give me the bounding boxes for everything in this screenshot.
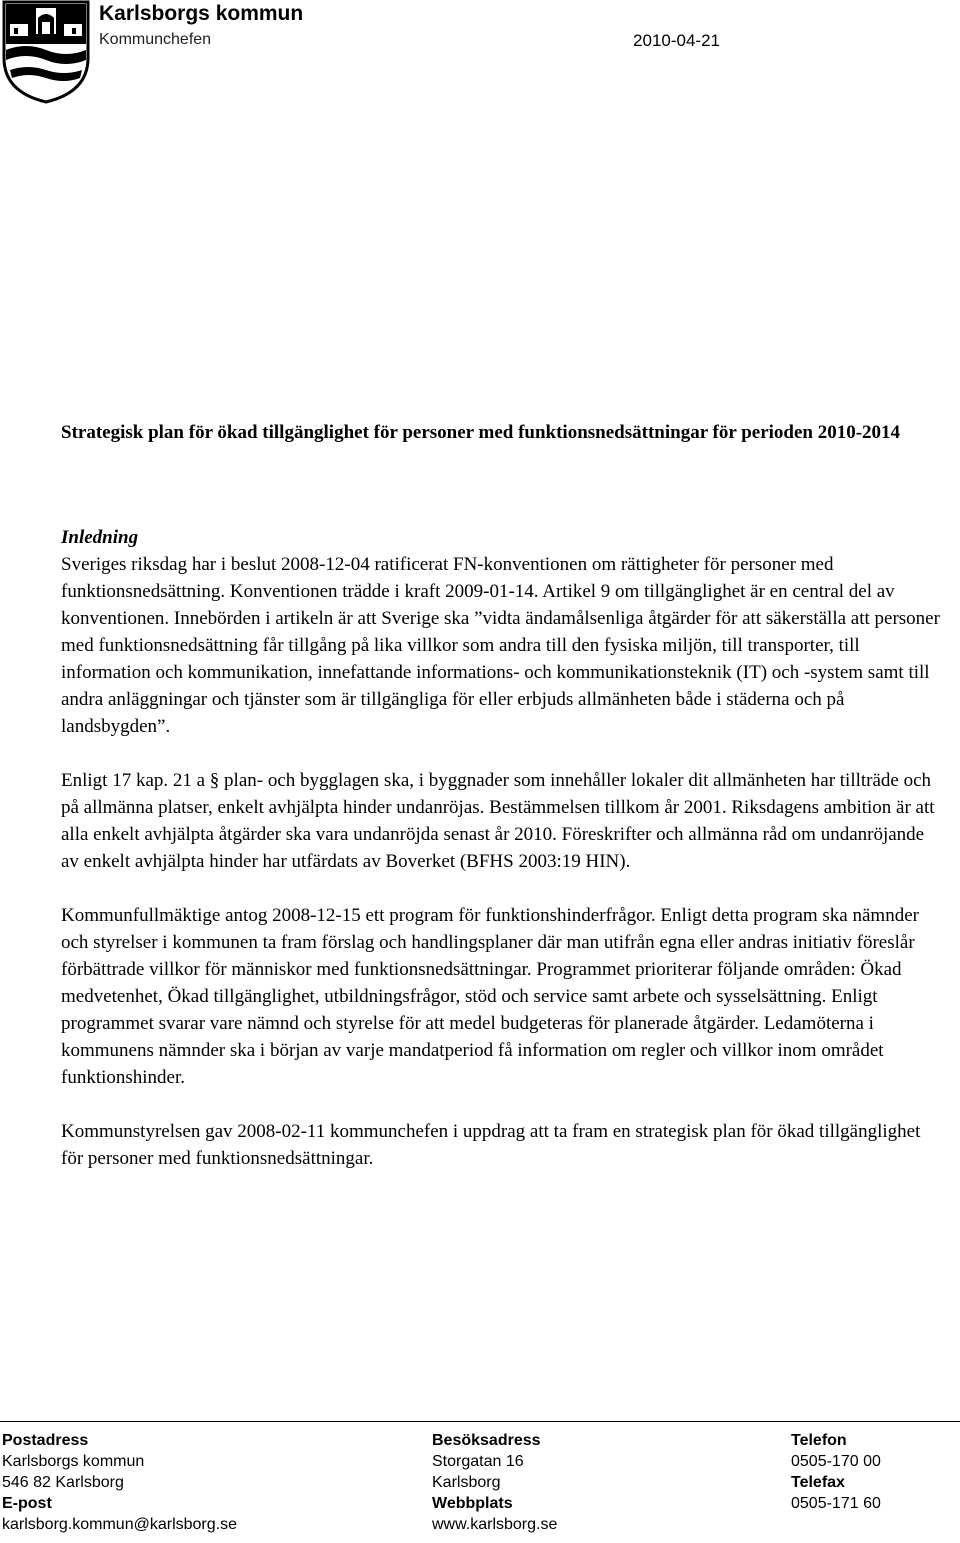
document-body — [61, 524, 941, 1199]
phone-number: 0505-170 00 — [791, 1453, 881, 1470]
postal-label: Postadress — [2, 1432, 89, 1449]
document-title: Strategisk plan för ökad tillgänglighet för personer med funktionsnedsättningar för perioden 2010-2014 — [61, 422, 901, 443]
footer — [0, 1421, 960, 1543]
fax-number: 0505-171 60 — [791, 1495, 881, 1512]
web-link[interactable]: www.karlsborg.se — [432, 1516, 558, 1533]
postal-city: 546 82 Karlsborg — [2, 1474, 124, 1491]
email-link[interactable]: karlsborg.kommun@karlsborg.se — [2, 1516, 237, 1533]
postal-name: Karlsborgs kommun — [2, 1453, 145, 1470]
paragraph-building-law: Enligt 17 kap. 21 a § plan- och bygglagen ska, i byggnader som innehåller lokaler dit allmänheten har tillträde och på allmänna platser, enkelt avhjälpta hinder undanröjas. Bestämmelsen tillkom år 2001. Riksdagens ambition är att alla enkelt avhjälpta åtgärder ska vara undanröjda senast år 2010. Föreskrifter och allmänna råd om undanröjande av enkelt avhjälpta hinder har utfärdats av Boverket (BFHS 2003:19 HIN). — [61, 770, 935, 872]
visit-label: Besöksadress — [432, 1432, 541, 1449]
web-label: Webbplats — [432, 1495, 513, 1512]
visit-city: Karlsborg — [432, 1474, 501, 1491]
phone-label: Telefon — [791, 1432, 847, 1449]
footer-postal-column — [2, 1430, 237, 1535]
fax-label: Telefax — [791, 1474, 845, 1491]
letterhead — [0, 0, 960, 110]
organization-name: Karlsborgs kommun — [99, 2, 304, 25]
email-label: E-post — [2, 1495, 52, 1512]
document-date: 2010-04-21 — [633, 31, 720, 50]
footer-visit-column — [432, 1430, 557, 1535]
paragraph-program: Kommunfullmäktige antog 2008-12-15 ett program för funktionshinderfrågor. Enligt detta program ska nämnder och styrelser i kommunen ta fram förslag och handlingsplaner där man utifrån egna eller andras initiativ föreslår förbättrade villkor för människor med funktionsnedsättningar. Programmet prioriterar följande områden: Ökad medvetenhet, Ökad tillgänglighet, utbildningsfrågor, stöd och service samt arbete och sysselsättning. Enligt programmet svarar vare nämnd och styrelse för att medel budgeteras för planerade åtgärder. Ledamöterna i kommunens nämnder ska i början av varje mandatperiod få information om regler och villkor inom området funktionshinder. — [61, 905, 919, 1088]
paragraph-assignment: Kommunstyrelsen gav 2008-02-11 kommunchefen i uppdrag att ta fram en strategisk plan för ökad tillgänglighet för personer med funktionsnedsättningar. — [61, 1121, 921, 1169]
municipality-coat-of-arms-icon — [2, 0, 90, 104]
section-heading: Inledning — [61, 527, 139, 548]
department-name: Kommunchefen — [99, 31, 212, 48]
footer-phone-column — [791, 1430, 881, 1514]
visit-street: Storgatan 16 — [432, 1453, 524, 1470]
paragraph-intro: Sveriges riksdag har i beslut 2008-12-04 ratificerat FN-konventionen om rättigheter för personer med funktionsnedsättning. Konventionen trädde i kraft 2009-01-14. Artikel 9 om tillgänglighet är en central del av konventionen. Innebörden i artikeln är att Sverige ska ”vidta ändamålsenliga åtgärder för att säkerställa att personer med funktionsnedsättning får tillgång på lika villkor som andra till den fysiska miljön, till transporter, till information och kommunikation, innefattande informations- och kommunikationsteknik (IT) och -system samt till andra anläggningar och tjänster som är tillgängliga för eller erbjuds allmänheten både i städerna och på landsbygden”. — [61, 554, 940, 737]
